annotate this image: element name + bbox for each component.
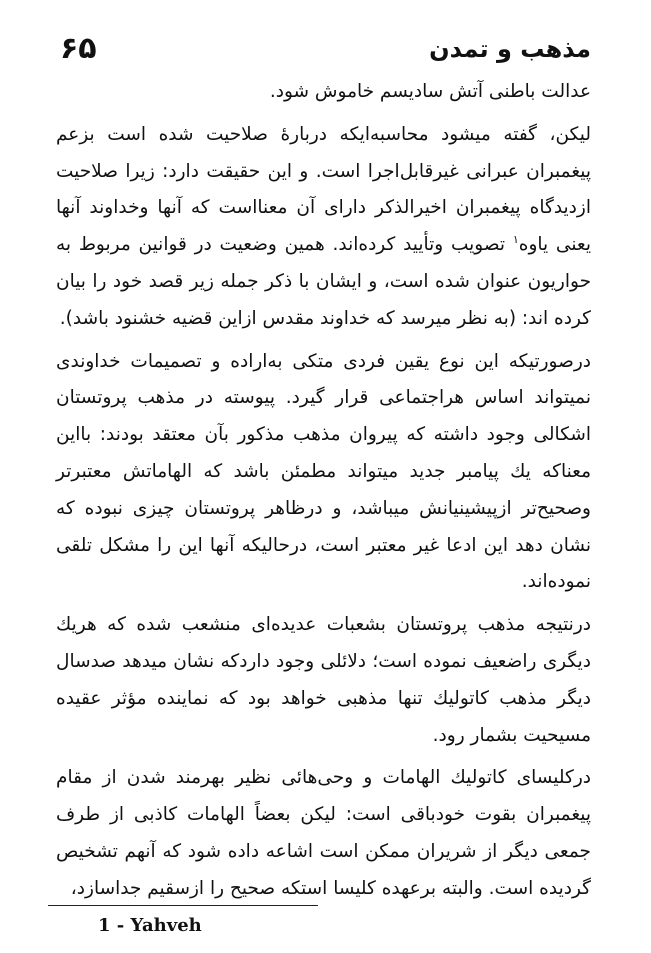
- paragraph-3: درصورتیکه این نوع یقین فردی متکی به‌اراده و تصمیمات خداوندی نمیتواند اساس هراجتماعی قرار گیرد. پیوسته در مذهب پروتستان اشکالی وجود داشته که پیروان مذهب مذکور بآن معتقد بودند: بااین معناکه یك پیامبر جدید میتواند مطمئن باشد که الهاماتش معتبرتر وصحیح‌تر ازپیشینیانش میباشد، و درظاهر پروتستان چیزی نبوده که نشان دهد این ادعا غیر معتبر است، درحالیکه آنها این را مشکل تلقی نموده‌اند.: [56, 350, 591, 593]
- paragraph-2-continuation: تصویب وتأیید کرده‌اند. همین وضعیت در قوانین مربوط به حواریون عنوان شده است، و ایشان با ذکر جمله زیر قصد خود را بیان کرده اند: (به نظر میرسد که خداوند مقدس ازاین قضیه خشنود باشد).: [56, 234, 591, 329]
- inline-phrase: یعنی یاوه: [518, 234, 591, 256]
- page-header: [60, 30, 591, 70]
- page-number: ۶۵: [60, 31, 97, 66]
- footnote: 1 - Yahveh: [98, 915, 202, 936]
- body-text: [56, 74, 591, 908]
- paragraph-2-text: لیکن، گفته میشود محاسبه‌ایکه دربارهٔ صلاحیت شده است بزعم پیغمبران عبرانی غیرقابل‌اجرا است. و این حقیقت دارد: زیرا صلاحیت ازدیدگاه پیغمبران اخیرالذکر دارای آن معنااست که آنها وخداوند آنها: [56, 123, 591, 219]
- footnote-divider: [48, 905, 318, 906]
- footnote-reference: ۱: [512, 233, 519, 247]
- paragraph-2: [56, 117, 591, 338]
- paragraph-4: درنتیجه مذهب پروتستان بشعبات عدیده‌ای منشعب شده که هریك دیگری راضعیف نموده است؛ دلائلی وجود داردکه نشان میدهد صدسال دیگر مذهب کاتولیك تنها مذهبی خواهد بود که نماینده مؤثر عقیده مسیحیت بشمار رود.: [56, 614, 591, 746]
- paragraph-1: عدالت باطنی آتش سادیسم خاموش شود.: [269, 81, 591, 102]
- running-title: مذهب و تمدن: [429, 35, 591, 63]
- paragraph-5: درکلیسای کاتولیك الهامات و وحی‌هائی نظیر بهرمند شدن از مقام پیغمبران بقوت خودباقی است: لیکن بعضاً الهامات کاذبی از طرف جمعی دیگر از شریران ممکن است اشاعه داده شود که آنهم تشخیص گردیده است. والبته برعهده کلیسا استکه صحیح را ازسقیم جداسازد،: [56, 767, 591, 899]
